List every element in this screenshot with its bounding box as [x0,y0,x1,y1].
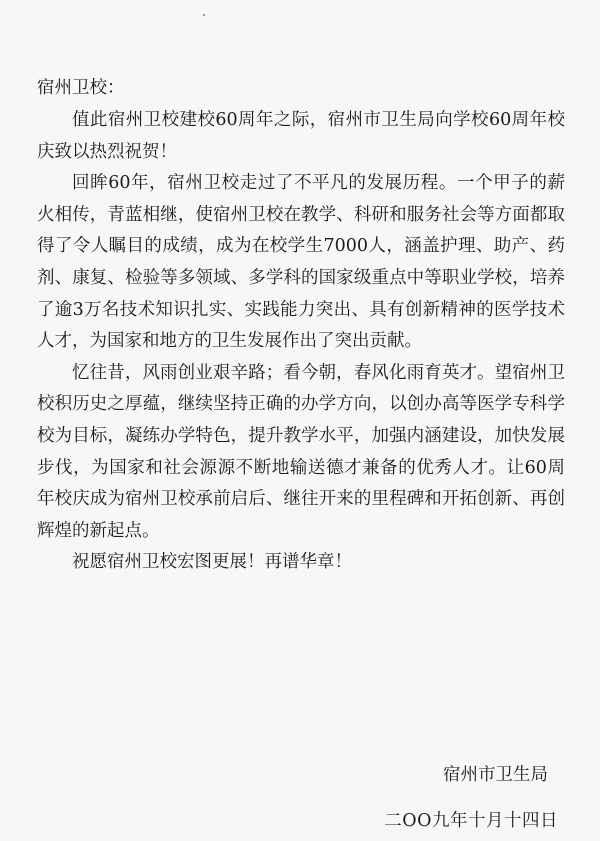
salutation: 宿州卫校： [37,78,125,98]
letter-body [37,105,565,579]
letter-date: 二OO九年十月十四日 [384,811,558,831]
signature: 宿州市卫生局 [443,765,548,785]
paragraph-hopes: 忆往昔，风雨创业艰辛路；看今朝，春风化雨育英才。望宿州卫校积历史之厚蕴，继续坚持正确的办学方向，以创办高等医学专科学校为目标，凝练办学特色，提升教学水平，加强内涵建设，加快发展步伐，为国家和社会源源不断地输送德才兼备的优秀人才。让60周年校庆成为宿州卫校承前启后、继往开来的里程碑和开拓创新、再创辉煌的新起点。 [37,362,565,541]
paragraph-congratulation: 值此宿州卫校建校60周年之际，宿州市卫生局向学校60周年校庆致以热烈祝贺！ [37,110,565,162]
paragraph-history: 回眸60年，宿州卫校走过了不平凡的发展历程。一个甲子的薪火相传，青蓝相继，使宿州卫校在教学、科研和服务社会等方面都取得了令人瞩目的成绩，成为在校学生7000人，涵盖护理、助产、药剂、康复、检验等多领域、多学科的国家级重点中等职业学校，培养了逾3万名技术知识扎实、实践能力突出、具有创新精神的医学技术人才，为国家和地方的卫生发展作出了突出贡献。 [37,173,565,352]
paragraph-wishes: 祝愿宿州卫校宏图更展！再谱华章！ [72,552,352,573]
scan-speck [203,14,205,16]
